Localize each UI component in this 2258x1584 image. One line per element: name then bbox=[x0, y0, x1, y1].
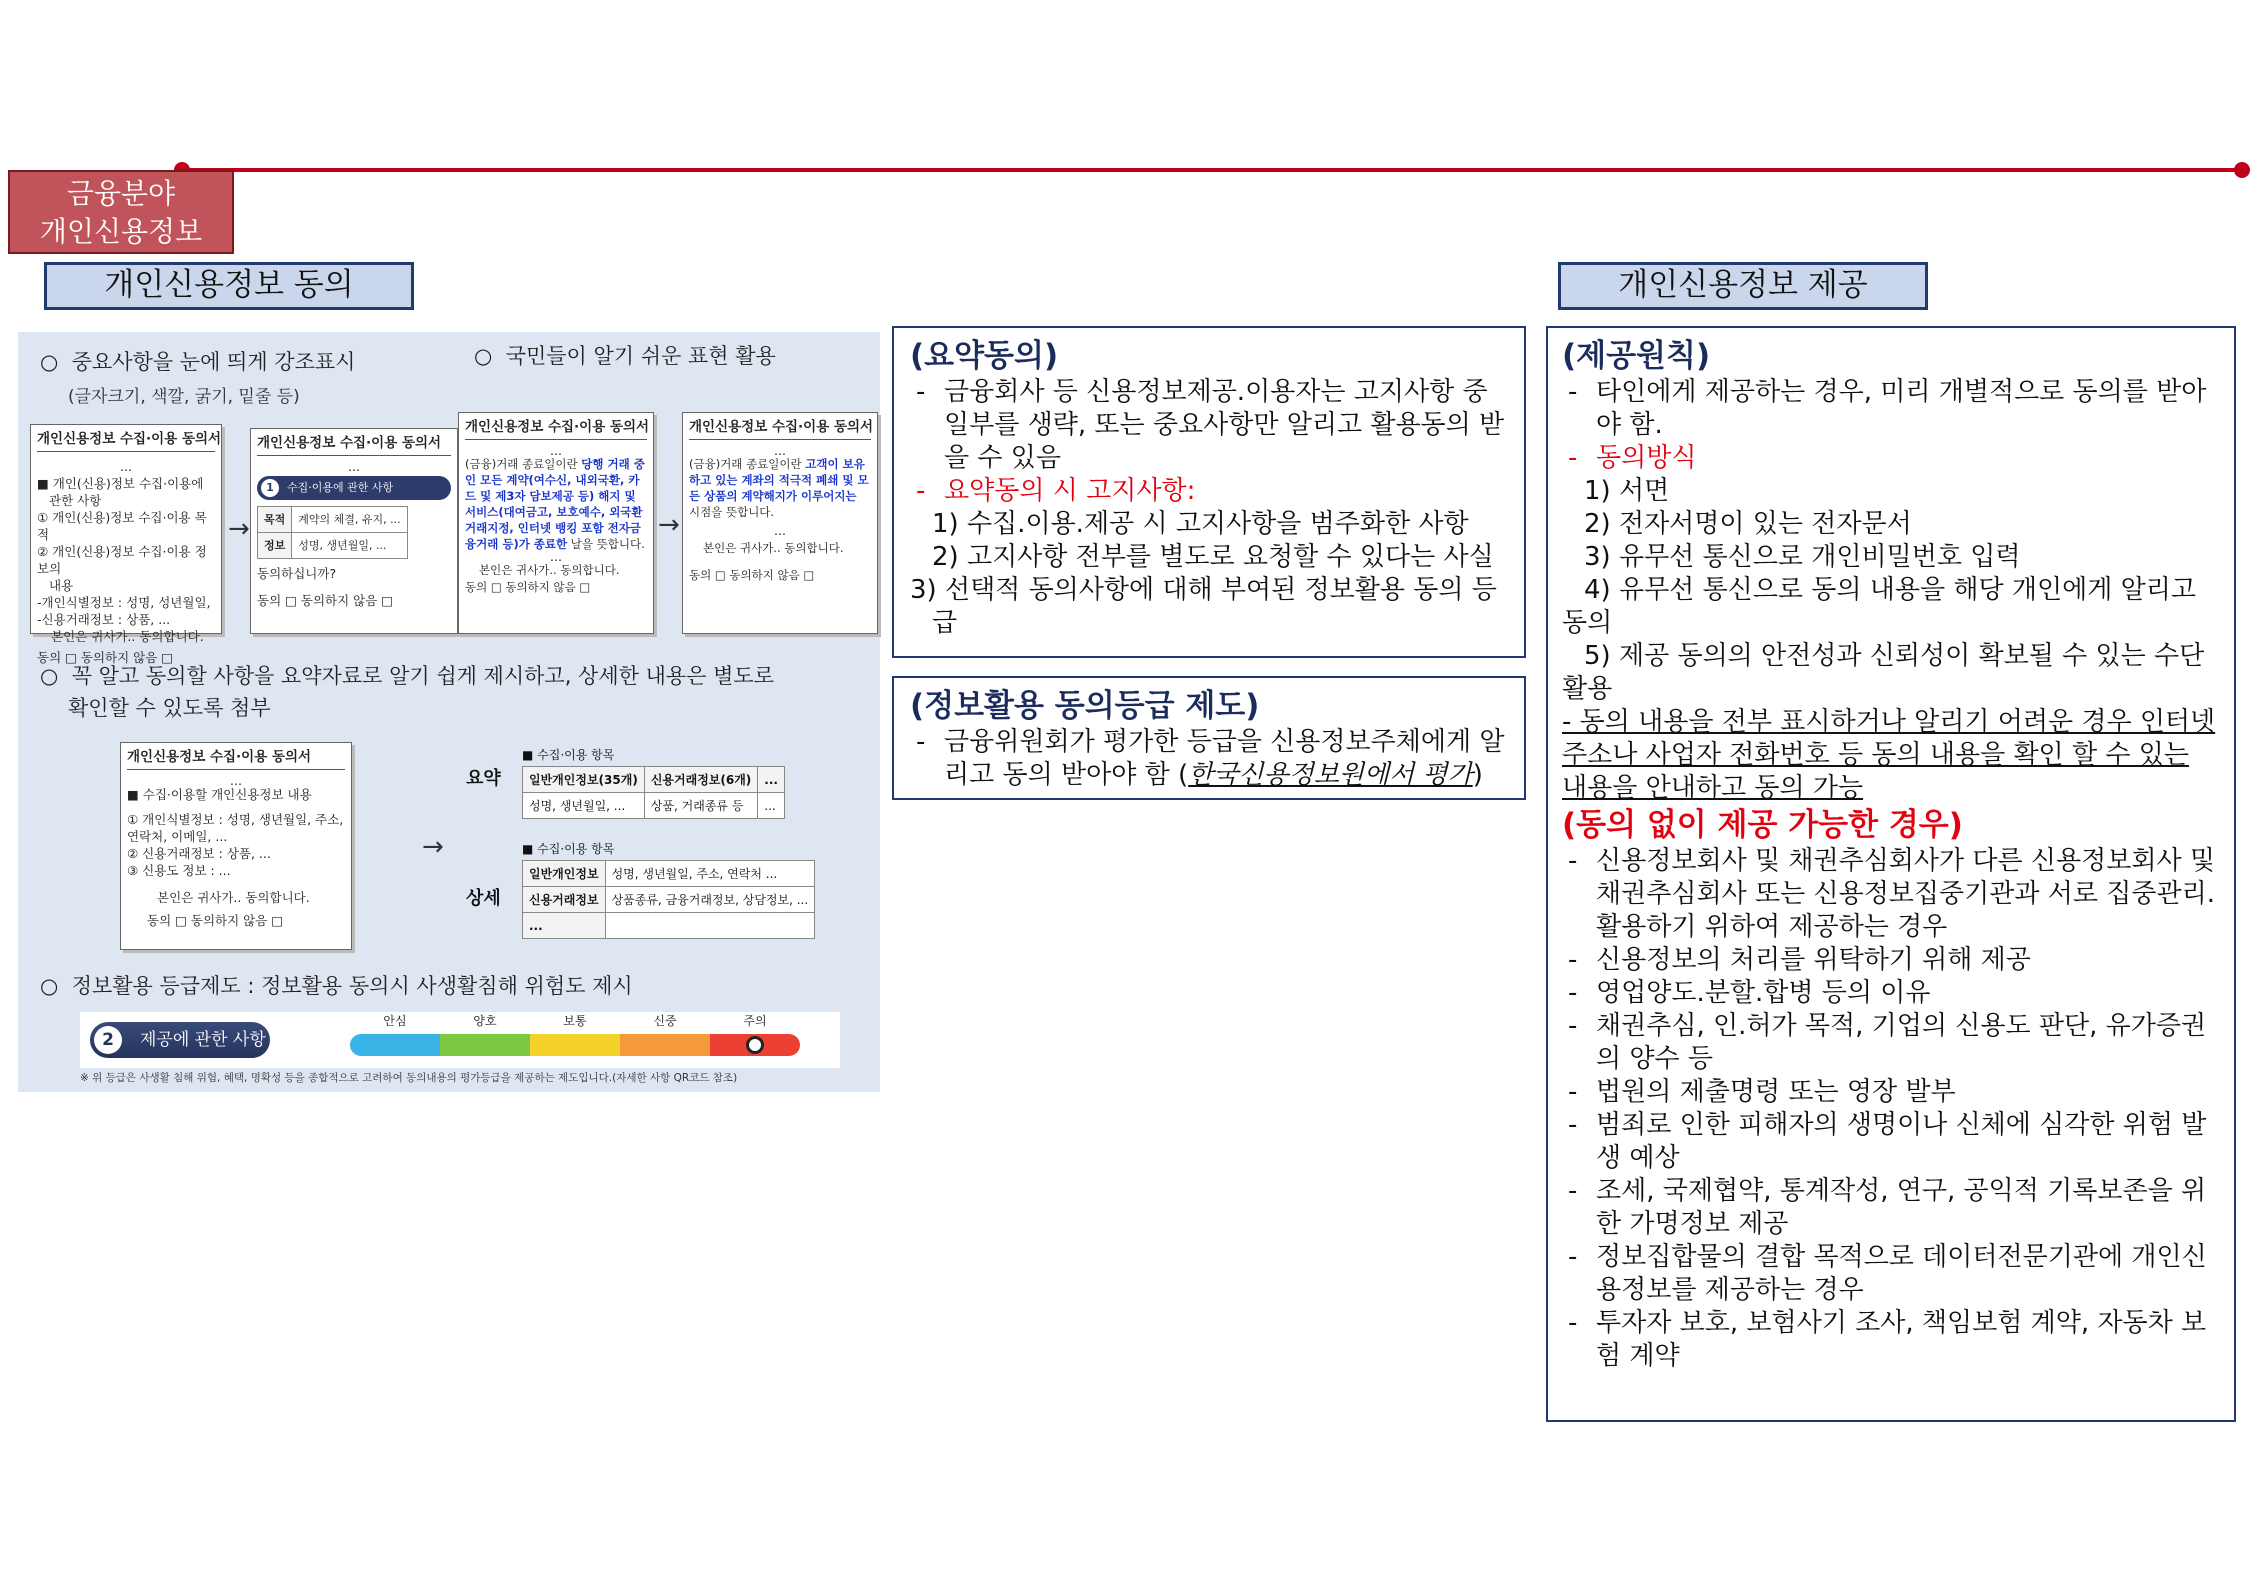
header-consent: 개인신용정보 동의 bbox=[44, 262, 414, 310]
form-line: 관한 사항 bbox=[49, 493, 102, 508]
top-divider-line bbox=[178, 168, 2238, 172]
table-cell: 상품, 거래종류 등 bbox=[644, 793, 757, 819]
consent-form-complex bbox=[458, 412, 654, 634]
consent-method-item bbox=[1562, 442, 2220, 475]
definition-emphasis: 당행 거래 중인 모든 계약(여수신, 내외국환, 카드 및 제3자 담보제공 등) 해지 및 서비스(대여금고, 보호예수, 외국환거래지정, 인터넷 뱅킹 포함 전자금융거래 등)가 종료한 bbox=[465, 457, 645, 551]
dash: - bbox=[1568, 1110, 1578, 1140]
form-agree: 본인은 귀사가.. 동의합니다. bbox=[479, 563, 620, 577]
item-text: 조세, 국제협약, 통계작성, 연구, 공익적 기록보존을 위한 가명정보 제공 bbox=[1596, 1176, 2207, 1239]
dash: - bbox=[1568, 443, 1578, 473]
grade-strip bbox=[80, 1012, 840, 1068]
table-header: 일반개인정보(35개) bbox=[523, 767, 645, 793]
form-line: ■ 수집·이용할 개인신용정보 내용 bbox=[127, 787, 312, 802]
provision-item bbox=[1562, 376, 2220, 442]
notice-sub-3: 3) 선택적 동의사항에 대해 부여된 정보활용 동의 등급 bbox=[910, 575, 1497, 638]
no-consent-item bbox=[1562, 1109, 2220, 1175]
table-cell bbox=[605, 913, 815, 939]
form-checkboxes: 동의 □ 동의하지 않음 □ bbox=[147, 913, 284, 928]
dash: - bbox=[916, 476, 926, 506]
form-line: 본인은 귀사가.. 동의합니다. bbox=[51, 629, 204, 644]
item-text: 동의방식 bbox=[1596, 443, 1697, 473]
no-consent-item bbox=[1562, 944, 2220, 977]
no-consent-item bbox=[1562, 1076, 2220, 1109]
item-text: 금융위원회가 평가한 등급을 신용정보주체에게 알리고 동의 받아야 함 ( bbox=[944, 727, 1505, 790]
form-agree: 본인은 귀사가.. 동의합니다. bbox=[157, 890, 310, 905]
grade-level-labels bbox=[350, 1012, 800, 1029]
definition-pre: (금융)거래 종료일이란 bbox=[465, 457, 582, 471]
consent-form-summary bbox=[120, 742, 352, 950]
bullet-summary bbox=[40, 662, 774, 690]
no-consent-item bbox=[1562, 845, 2220, 944]
dash: - bbox=[1568, 1011, 1578, 1041]
bullet-grade-system bbox=[40, 972, 633, 1000]
item-text: 범죄로 인한 피해자의 생명이나 신체에 심각한 위험 발생 예상 bbox=[1596, 1110, 2207, 1173]
item-text: 채권추심, 인.허가 목적, 기업의 신용도 판단, 유가증권의 양수 등 bbox=[1596, 1011, 2207, 1074]
item-text: 요약동의 시 고지사항: bbox=[944, 476, 1196, 506]
dash: - bbox=[1568, 1242, 1578, 1272]
table-cell: 성명, 생년월일, 주소, 연락처 ... bbox=[605, 861, 815, 887]
definition-pre: (금융)거래 종료일이란 bbox=[689, 457, 806, 471]
arrow-1: → bbox=[228, 514, 250, 544]
dash: - bbox=[1568, 1308, 1578, 1338]
grade-marker bbox=[746, 1036, 764, 1054]
bullet-mark: ○ bbox=[40, 974, 59, 998]
dash: - bbox=[1568, 846, 1578, 876]
form-ellipsis: ... bbox=[348, 459, 360, 474]
bullet-emphasis-text: 중요사항을 눈에 띄게 강조표시 bbox=[71, 350, 356, 374]
item-text: 타인에게 제공하는 경우, 미리 개별적으로 동의를 받아야 함. bbox=[1596, 377, 2207, 440]
collection-badge bbox=[257, 476, 451, 500]
section-tag-line2: 개인신용정보 bbox=[39, 215, 203, 248]
item-text: 신용정보의 처리를 위탁하기 위해 제공 bbox=[1596, 945, 2031, 975]
detail-caption: ■ 수집·이용 항목 bbox=[522, 842, 615, 856]
table-cell: ... bbox=[758, 793, 785, 819]
summary-table bbox=[522, 766, 785, 819]
form-title: 개인신용정보 수집·이용 동의서 bbox=[257, 435, 451, 456]
form-ellipsis: ... bbox=[774, 443, 786, 458]
grade-level-label: 안심 bbox=[383, 1014, 407, 1028]
dash: - bbox=[916, 377, 926, 407]
bullet-mark: ○ bbox=[40, 350, 59, 374]
bullet-grade-system-text: 정보활용 등급제도 : 정보활용 동의시 사생활침해 위험도 제시 bbox=[71, 974, 633, 998]
method-sub: 5) 제공 동의의 안전성과 신뢰성이 확보될 수 있는 수단 활용 bbox=[1562, 641, 2205, 704]
form-line: 내용 bbox=[49, 578, 74, 593]
form-checkboxes: 동의 □ 동의하지 않음 □ bbox=[689, 568, 815, 582]
bullet-emphasis-sub: (글자크기, 색깔, 굵기, 밑줄 등) bbox=[68, 387, 300, 407]
table-value: 계약의 체결, 유지, ... bbox=[292, 507, 407, 533]
item-text: 법원의 제출명령 또는 영장 발부 bbox=[1596, 1077, 1956, 1107]
bullet-plain-language-text: 국민들이 알기 쉬운 표현 활용 bbox=[505, 344, 776, 368]
grade-system-title: (정보활용 동의등급 제도) bbox=[910, 688, 1260, 724]
form-agree: 본인은 귀사가.. 동의합니다. bbox=[703, 541, 844, 555]
table-key: 일반개인정보 bbox=[523, 861, 606, 887]
form-line: ■ 개인(신용)정보 수집·이용에 bbox=[37, 476, 204, 491]
table-cell: 성명, 생년월일, ... bbox=[523, 793, 645, 819]
form-title: 개인신용정보 수집·이용 동의서 bbox=[127, 749, 345, 770]
method-sub: 3) 유무선 통신으로 개인비밀번호 입력 bbox=[1584, 542, 2021, 572]
bullet-summary-text: 꼭 알고 동의할 사항을 요약자료로 알기 쉽게 제시하고, 상세한 내용은 별도로 bbox=[71, 664, 774, 688]
header-provision: 개인신용정보 제공 bbox=[1558, 262, 1928, 310]
item-text: 영업양도.분할.합병 등의 이유 bbox=[1596, 978, 1931, 1008]
form-definition bbox=[465, 456, 647, 552]
no-consent-item bbox=[1562, 1175, 2220, 1241]
summary-consent-item bbox=[910, 376, 1508, 475]
dash: - bbox=[1568, 1176, 1578, 1206]
table-key: 목적 bbox=[258, 507, 292, 533]
method-sub: 1) 서면 bbox=[1584, 476, 1670, 506]
no-consent-item bbox=[1562, 1307, 2220, 1373]
form-definition bbox=[689, 456, 871, 520]
grade-note: ※ 위 등급은 사생활 침해 위험, 혜택, 명확성 등을 종합적으로 고려하여 동의내용의 평가등급을 제공하는 제도입니다.(자세한 사항 QR코드 참조) bbox=[80, 1072, 738, 1084]
section-tag-line1: 금융분야 bbox=[66, 177, 176, 210]
form-line: ① 개인식별정보 : 성명, 생년월일, 주소, 연락처, 이메일, ... bbox=[127, 812, 344, 844]
form-checkboxes: 동의 □ 동의하지 않음 □ bbox=[37, 650, 174, 665]
summary-consent-box bbox=[892, 326, 1526, 658]
form-ellipsis: ... bbox=[550, 549, 562, 564]
table-value: 성명, 생년월일, ... bbox=[292, 533, 407, 559]
arrow-2: → bbox=[658, 510, 680, 540]
table-header: 신용거래정보(6개) bbox=[644, 767, 757, 793]
bullet-mark: ○ bbox=[40, 664, 59, 688]
consent-form-simplified bbox=[682, 412, 878, 634]
bullet-emphasis bbox=[40, 348, 355, 376]
dash: - bbox=[1568, 978, 1578, 1008]
form-ellipsis: ... bbox=[230, 773, 242, 788]
grade-level-label: 보통 bbox=[563, 1014, 587, 1028]
detail-table bbox=[522, 860, 815, 939]
form-title: 개인신용정보 수집·이용 동의서 bbox=[37, 431, 215, 452]
grade-system-box bbox=[892, 676, 1526, 800]
no-consent-item bbox=[1562, 1010, 2220, 1076]
badge-number: 2 bbox=[94, 1026, 122, 1054]
dash: - bbox=[1568, 945, 1578, 975]
table-key: 정보 bbox=[258, 533, 292, 559]
dash: - bbox=[916, 727, 926, 757]
method-sub: 4) 유무선 통신으로 동의 내용을 해당 개인에게 알리고 동의 bbox=[1562, 575, 2196, 638]
consent-form-highlighted bbox=[250, 428, 458, 634]
grade-level-label: 양호 bbox=[473, 1014, 497, 1028]
grade-level-label: 주의 bbox=[743, 1014, 767, 1028]
table-header: ... bbox=[758, 767, 785, 793]
item-text-end: ) bbox=[1472, 760, 1483, 790]
item-text: 신용정보회사 및 채권추심회사가 다른 신용정보회사 및 채권추심회사 또는 신용정보집중기관과 서로 집중관리.활용하기 위하여 제공하는 경우 bbox=[1596, 846, 2215, 942]
table-key: ... bbox=[523, 913, 606, 939]
item-text: 투자자 보호, 보험사기 조사, 책임보험 계약, 자동차 보험 계약 bbox=[1596, 1308, 2207, 1371]
table-key: 신용거래정보 bbox=[523, 887, 606, 913]
badge-number: 1 bbox=[261, 479, 279, 497]
bullet-plain-language bbox=[474, 342, 776, 370]
grade-bar bbox=[350, 1034, 800, 1056]
item-emphasis: 한국신용정보원에서 평가 bbox=[1188, 760, 1473, 790]
consent-form-original bbox=[30, 424, 222, 665]
form-checkboxes: 동의 □ 동의하지 않음 □ bbox=[465, 580, 591, 594]
form-ellipsis: ... bbox=[550, 443, 562, 458]
no-consent-item bbox=[1562, 1241, 2220, 1307]
form-line: ... bbox=[120, 459, 132, 474]
grade-system-item bbox=[910, 726, 1508, 792]
form-title: 개인신용정보 수집·이용 동의서 bbox=[465, 419, 647, 440]
definition-post: 날을 뜻합니다. bbox=[567, 537, 645, 551]
illustration-panel bbox=[18, 332, 880, 1092]
form-line: -개인식별정보 : 성명, 성년월일, bbox=[37, 595, 211, 610]
form-ellipsis: ... bbox=[774, 523, 786, 538]
dash: - bbox=[1568, 1077, 1578, 1107]
definition-post: 시점을 뜻합니다. bbox=[689, 505, 775, 519]
provision-principle-box bbox=[1546, 326, 2236, 1422]
form-line: -신용거래정보 : 상품, ... bbox=[37, 612, 171, 627]
no-consent-title: (동의 없이 제공 가능한 경우) bbox=[1562, 807, 1963, 843]
label-detail: 상세 bbox=[466, 888, 501, 909]
bullet-mark: ○ bbox=[474, 344, 493, 368]
notice-sub-1: 1) 수집.이용.제공 시 고지사항을 범주화한 사항 bbox=[932, 509, 1469, 539]
line-end-dot bbox=[2234, 162, 2250, 178]
form-question: 동의하십니까? bbox=[257, 566, 337, 581]
form-line: ② 개인(신용)정보 수집·이용 정보의 bbox=[37, 544, 207, 576]
notice-sub-2: 2) 고지사항 전부를 별도로 요청할 수 있다는 사실 bbox=[932, 542, 1494, 572]
form-line: ① 개인(신용)정보 수집·이용 목적 bbox=[37, 510, 207, 542]
summary-consent-title: (요약동의) bbox=[910, 338, 1059, 374]
method-sub: 2) 전자서명이 있는 전자문서 bbox=[1584, 509, 1912, 539]
dash: - bbox=[1568, 377, 1578, 407]
form-line: ③ 신용도 정보 : ... bbox=[127, 863, 231, 878]
summary-caption: ■ 수집·이용 항목 bbox=[522, 748, 615, 762]
collection-table bbox=[257, 506, 408, 559]
summary-consent-notice-item bbox=[910, 475, 1508, 508]
grade-level-label: 신중 bbox=[653, 1014, 677, 1028]
table-cell: 상품종류, 금융거래정보, 상담정보, ... bbox=[605, 887, 815, 913]
method-note: - 동의 내용을 전부 표시하거나 알리기 어려운 경우 인터넷 주소나 사업자 전화번호 등 동의 내용을 확인 할 수 있는 내용을 안내하고 동의 가능 bbox=[1562, 707, 2216, 803]
form-title: 개인신용정보 수집·이용 동의서 bbox=[689, 419, 871, 440]
label-summary: 요약 bbox=[466, 768, 501, 789]
definition-emphasis: 고객이 보유하고 있는 계좌의 적극적 폐쇄 및 모든 상품의 계약해지가 이루어지는 bbox=[689, 457, 869, 503]
form-checkboxes: 동의 □ 동의하지 않음 □ bbox=[257, 593, 394, 608]
provision-principle-title: (제공원칙) bbox=[1562, 338, 1711, 374]
bullet-summary-line2: 확인할 수 있도록 첨부 bbox=[68, 696, 271, 720]
arrow-3: → bbox=[422, 832, 444, 862]
badge-label: 수집·이용에 관한 사항 bbox=[287, 481, 394, 494]
section-tag bbox=[8, 170, 234, 254]
form-line: ② 신용거래정보 : 상품, ... bbox=[127, 846, 271, 861]
no-consent-item bbox=[1562, 977, 2220, 1010]
provision-badge bbox=[90, 1022, 270, 1058]
item-text: 정보집합물의 결합 목적으로 데이터전문기관에 개인신용정보를 제공하는 경우 bbox=[1596, 1242, 2207, 1305]
badge-label: 제공에 관한 사항 bbox=[140, 1030, 266, 1050]
item-text: 금융회사 등 신용정보제공.이용자는 고지사항 중 일부를 생략, 또는 중요사항만 알리고 활용동의 받을 수 있음 bbox=[944, 377, 1505, 473]
